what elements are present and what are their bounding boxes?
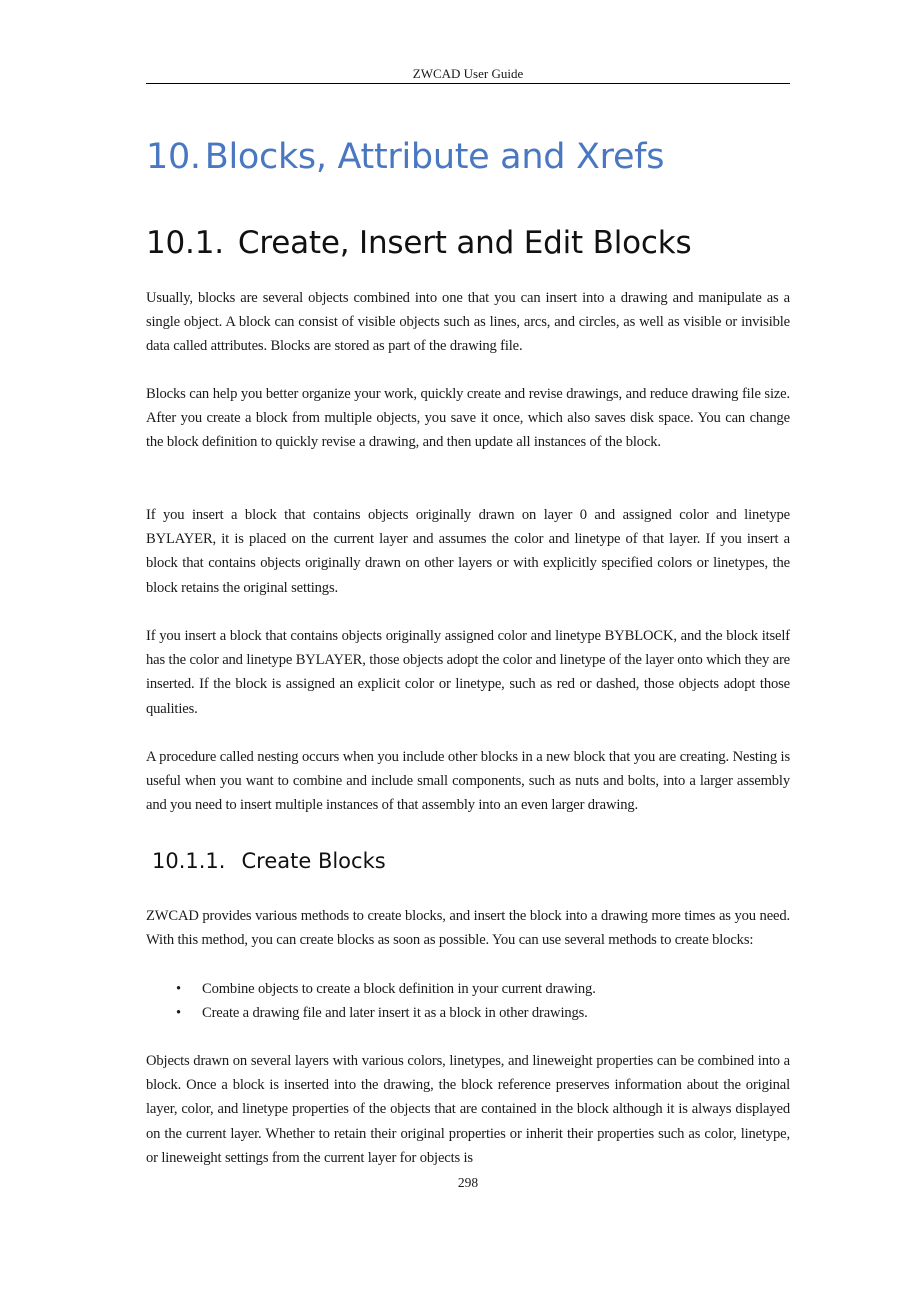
section-title <box>146 222 691 264</box>
paragraph-blocks-benefits: Blocks can help you better organize your work, quickly create and revise drawings, and reduce drawing file size. After you create a block from multiple objects, you save it once, which also saves disk space. You can change the block definition to quickly revise a drawing, and then update all instances of the block. <box>146 386 790 451</box>
subsection-title-text: Create Blocks <box>241 849 386 873</box>
subsection-title <box>152 846 386 876</box>
section-title-text: Create, Insert and Edit Blocks <box>237 225 692 261</box>
page-number: 298 <box>457 1175 479 1190</box>
list-item <box>146 1001 790 1025</box>
paragraph-create-methods: ZWCAD provides various methods to create blocks, and insert the block into a drawing more times as you need. With this method, you can create blocks as soon as possible. You can use several methods to create blocks: <box>146 908 790 949</box>
bullet-list <box>146 977 790 1025</box>
running-header: ZWCAD User Guide <box>146 66 790 84</box>
chapter-title <box>146 134 664 180</box>
list-item-text: Create a drawing file and later insert it as a block in other drawings. <box>202 1005 588 1022</box>
paragraph-layer-properties: Objects drawn on several layers with various colors, linetypes, and lineweight properties can be combined into a block. Once a block is inserted into the drawing, the block reference preserves information about the original layer, color, and linetype properties of the objects that are contained in the block although it is always displayed on the current layer. Whether to retain their original properties or inherit their properties such as color, linetype, or lineweight settings from the current layer for objects is <box>146 1053 790 1166</box>
section-number: 10.1. <box>146 225 224 261</box>
bullet-icon: • <box>176 981 181 997</box>
paragraph-layer-zero: If you insert a block that contains objects originally drawn on layer 0 and assigned color and linetype BYLAYER, it is placed on the current layer and assumes the color and linetype of that layer. If you insert a block that contains objects originally drawn on other layers or with explicitly specified colors or linetypes, the block retains the original settings. <box>146 507 790 596</box>
paragraph-byblock: If you insert a block that contains objects originally assigned color and linetype BYBLOCK, and the block itself has the color and linetype BYLAYER, those objects adopt the color and linetype of the layer onto which they are inserted. If the block is assigned an explicit color or linetype, such as red or dashed, those objects adopt those qualities. <box>146 628 790 717</box>
list-item <box>146 977 790 1001</box>
bullet-icon: • <box>176 1005 181 1022</box>
subsection-number: 10.1.1. <box>152 849 226 873</box>
paragraph-blocks-definition: Usually, blocks are several objects combined into one that you can insert into a drawing and manipulate as a single object. A block can consist of visible objects such as lines, arcs, and circles, as well as visible or invisible data called attributes. Blocks are stored as part of the drawing file. <box>146 290 790 355</box>
chapter-number: 10. <box>146 137 201 177</box>
chapter-title-text: Blocks, Attribute and Xrefs <box>204 137 665 177</box>
paragraph-nesting: A procedure called nesting occurs when you include other blocks in a new block that you are creating. Nesting is useful when you want to combine and include small components, such as nuts and bolts, into a larger assembly and you need to insert multiple instances of that assembly into an even larger drawing. <box>146 749 790 814</box>
list-item-text: Combine objects to create a block definition in your current drawing. <box>202 981 596 997</box>
